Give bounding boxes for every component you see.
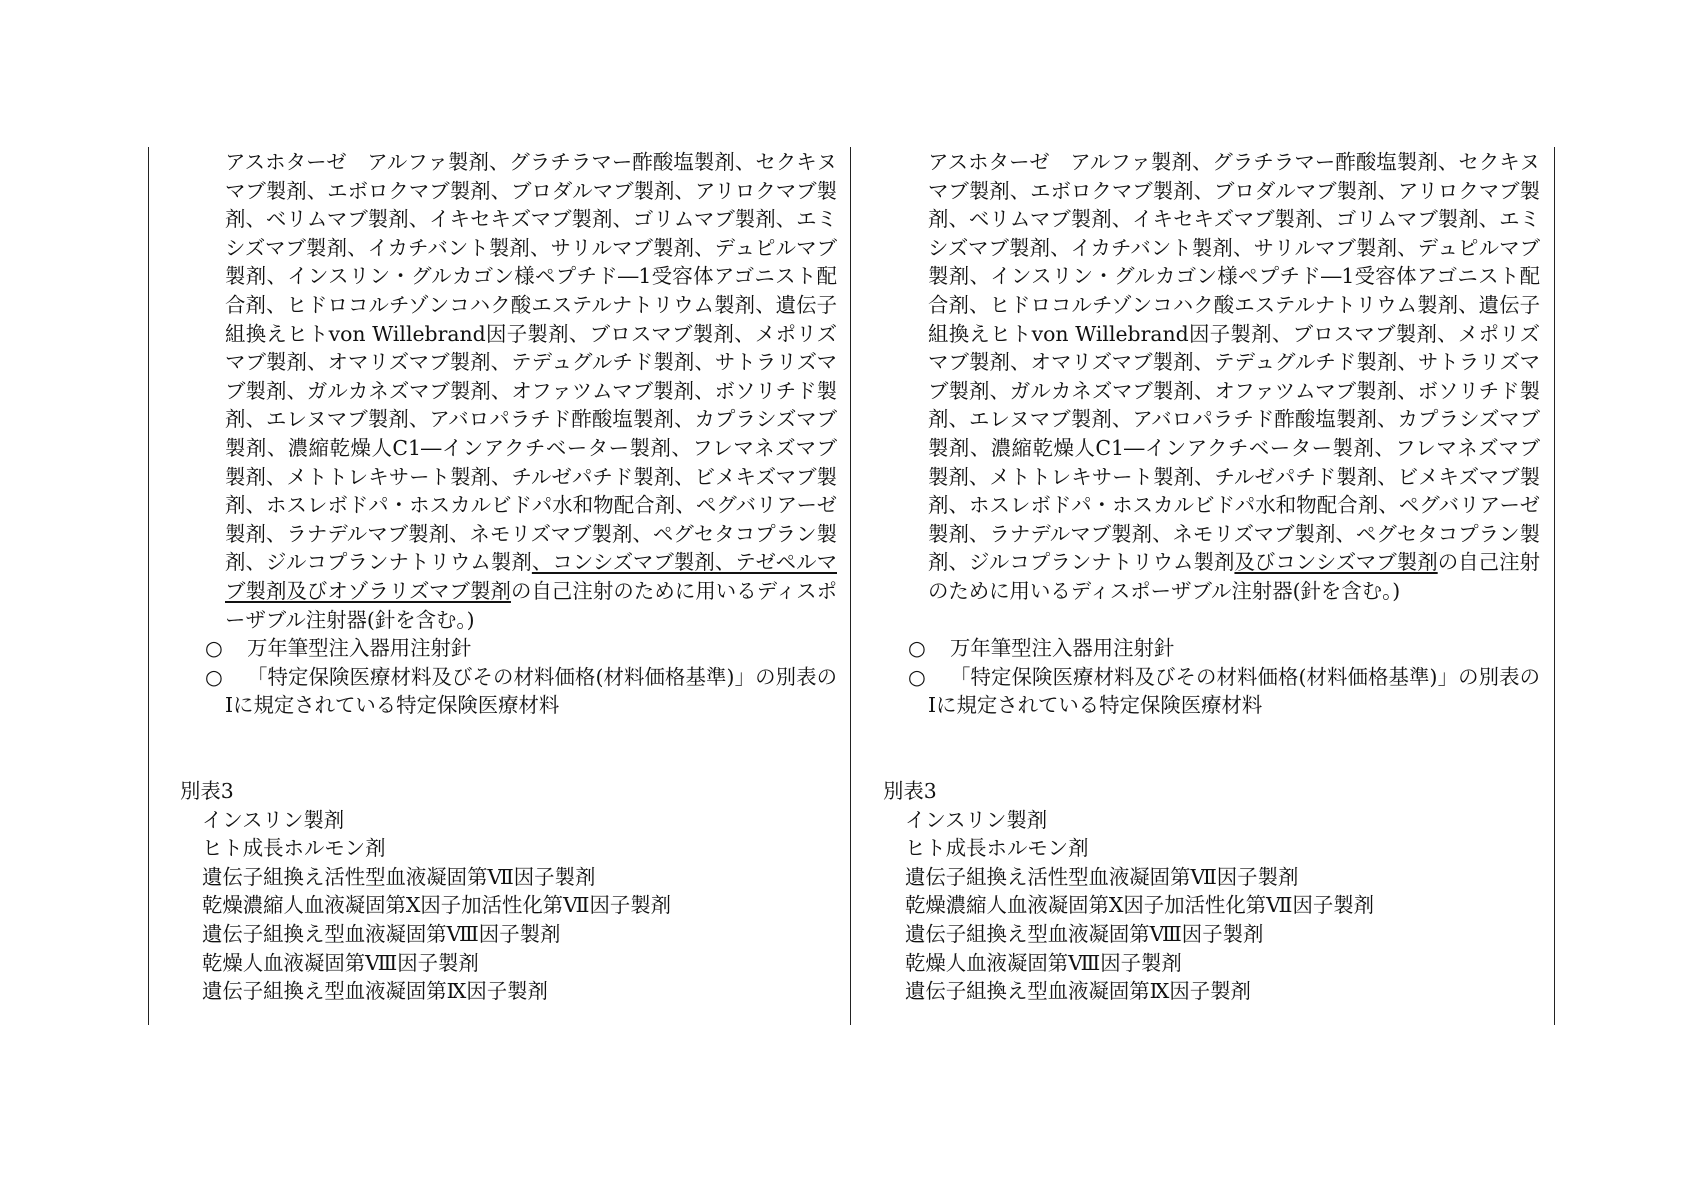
- table-item: 遺伝子組換え型血液凝固第Ⅷ因子製剤: [905, 922, 1264, 947]
- left-column: [180, 148, 837, 1006]
- list-item: [908, 634, 1540, 663]
- circle-bullet-icon: ○: [908, 664, 926, 689]
- circle-bullet-icon: ○: [205, 664, 223, 689]
- center-column-divider: [850, 147, 851, 1025]
- amended-text-underlined: 及びコンシズマブ製剤: [1234, 550, 1438, 575]
- item-list: [908, 634, 1540, 720]
- paragraph-text: アスホターゼ アルファ製剤、グラチラマー酢酸塩製剤、セクキヌマブ製剤、エボロクマブ製剤、ブロダルマブ製剤、アリロクマブ製剤、ベリムマブ製剤、イキセキズマブ製剤、ゴリムマブ製剤、エミシズマブ製剤、イカチバント製剤、サリルマブ製剤、デュピルマブ製剤、インスリン・グルカゴン様ペプチド―1受容体アゴニスト配合剤、ヒドロコルチゾンコハク酸エステルナトリウム製剤、遺伝子組換えヒトvon Willebrand因子製剤、ブロスマブ製剤、メポリズマブ製剤、オマリズマブ製剤、テデュグルチド製剤、サトラリズマブ製剤、ガルカネズマブ製剤、オファツムマブ製剤、ボソリチド製剤、エレヌマブ製剤、アバロパラチド酢酸塩製剤、カプラシズマブ製剤、濃縮乾燥人C1―インアクチベーター製剤、フレマネズマブ製剤、メトトレキサート製剤、チルゼパチド製剤、ビメキズマブ製剤、ホスレボドパ・ホスカルビドパ水和物配合剤、ペグバリアーゼ製剤、ラナデルマブ製剤、ネモリズマブ製剤、ペグセタコプラン製剤、ジルコプランナトリウム製剤: [928, 150, 1540, 575]
- table-item: ヒト成長ホルモン剤: [905, 836, 1089, 861]
- table-item: 遺伝子組換え活性型血液凝固第Ⅶ因子製剤: [905, 864, 1299, 889]
- left-column-border: [148, 147, 149, 1025]
- list-item-text: 「特定保険医療材料及びその材料価格(材料価格基準)」の別表のⅠに規定されている特定保険医療材料: [225, 664, 837, 718]
- table-item: 遺伝子組換え活性型血液凝固第Ⅶ因子製剤: [202, 864, 596, 889]
- table-item: 乾燥人血液凝固第Ⅷ因子製剤: [202, 950, 479, 975]
- amended-text-underlined: 、コンシズマブ製剤、テゼペルマブ製剤及びオゾラリズマブ製剤: [225, 550, 837, 603]
- table-item: 乾燥人血液凝固第Ⅷ因子製剤: [905, 950, 1182, 975]
- table-item-list: [202, 806, 837, 1006]
- paragraph-text-tail: の自己注射のために用いるディスポーザブル注射器(針を含む。): [928, 550, 1540, 603]
- table-title: 別表3: [180, 779, 234, 804]
- table-item: 乾燥濃縮人血液凝固第Ⅹ因子加活性化第Ⅶ因子製剤: [202, 893, 672, 918]
- table-item: 遺伝子組換え型血液凝固第Ⅷ因子製剤: [202, 922, 561, 947]
- right-column-border: [1554, 147, 1555, 1025]
- spacer: [205, 748, 837, 777]
- table-item: ヒト成長ホルモン剤: [202, 836, 386, 861]
- spacer: [205, 720, 837, 749]
- spacer: [908, 748, 1540, 777]
- table-item: 遺伝子組換え型血液凝固第Ⅸ因子製剤: [905, 979, 1251, 1004]
- item-list: [205, 634, 837, 720]
- table-item: インスリン製剤: [905, 807, 1048, 832]
- list-item: [205, 663, 837, 720]
- table-item: 遺伝子組換え型血液凝固第Ⅸ因子製剤: [202, 979, 548, 1004]
- right-column: [883, 148, 1540, 1006]
- circle-bullet-icon: ○: [908, 636, 926, 661]
- circle-bullet-icon: ○: [205, 636, 223, 661]
- list-item: [205, 634, 837, 663]
- paragraph-text-tail: の自己注射のために用いるディスポーザブル注射器(針を含む。): [225, 578, 837, 632]
- list-item: [908, 663, 1540, 720]
- list-item-text: 「特定保険医療材料及びその材料価格(材料価格基準)」の別表のⅠに規定されている特定保険医療材料: [928, 664, 1540, 718]
- table-title: 別表3: [883, 779, 937, 804]
- paragraph-text: アスホターゼ アルファ製剤、グラチラマー酢酸塩製剤、セクキヌマブ製剤、エボロクマブ製剤、ブロダルマブ製剤、アリロクマブ製剤、ベリムマブ製剤、イキセキズマブ製剤、ゴリムマブ製剤、エミシズマブ製剤、イカチバント製剤、サリルマブ製剤、デュピルマブ製剤、インスリン・グルカゴン様ペプチド―1受容体アゴニスト配合剤、ヒドロコルチゾンコハク酸エステルナトリウム製剤、遺伝子組換えヒトvon Willebrand因子製剤、ブロスマブ製剤、メポリズマブ製剤、オマリズマブ製剤、テデュグルチド製剤、サトラリズマブ製剤、ガルカネズマブ製剤、オファツムマブ製剤、ボソリチド製剤、エレヌマブ製剤、アバロパラチド酢酸塩製剤、カプラシズマブ製剤、濃縮乾燥人C1―インアクチベーター製剤、フレマネズマブ製剤、メトトレキサート製剤、チルゼパチド製剤、ビメキズマブ製剤、ホスレボドパ・ホスカルビドパ水和物配合剤、ペグバリアーゼ製剤、ラナデルマブ製剤、ネモリズマブ製剤、ペグセタコプラン製剤、ジルコプランナトリウム製剤: [225, 150, 837, 575]
- spacer: [908, 720, 1540, 749]
- list-item-text: 万年筆型注入器用注射針: [950, 636, 1175, 661]
- spacer: [908, 606, 1540, 635]
- table-item: 乾燥濃縮人血液凝固第Ⅹ因子加活性化第Ⅶ因子製剤: [905, 893, 1375, 918]
- device-list-paragraph: [225, 148, 837, 634]
- device-list-paragraph: [928, 148, 1540, 606]
- table-item: インスリン製剤: [202, 807, 345, 832]
- table-item-list: [905, 806, 1540, 1006]
- list-item-text: 万年筆型注入器用注射針: [247, 636, 472, 661]
